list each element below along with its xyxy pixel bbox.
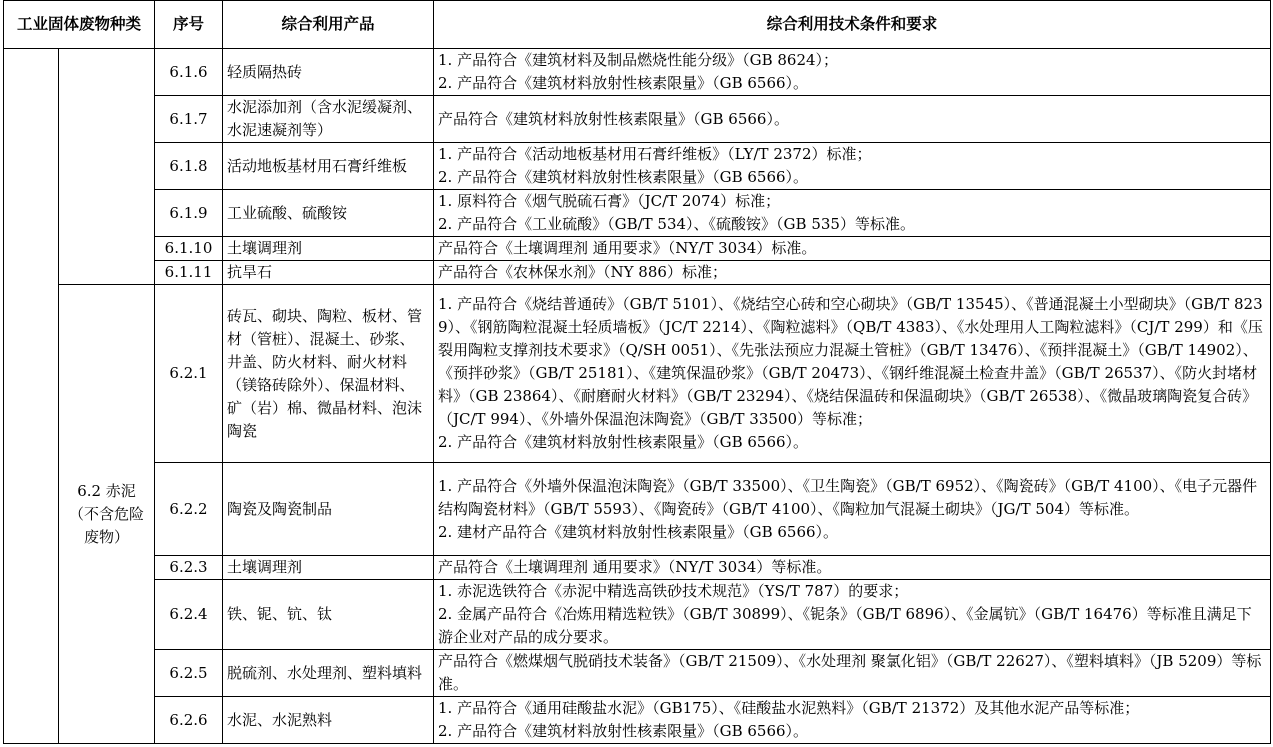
- requirements-cell: [434, 261, 1271, 285]
- requirement-line: 2. 产品符合《建筑材料放射性核素限量》（GB 6566）。: [438, 722, 809, 740]
- serial-number: 6.2.2: [155, 463, 223, 556]
- requirements-cell: [434, 49, 1271, 96]
- table-header-row: [4, 1, 1271, 49]
- table-row: [4, 261, 1271, 285]
- product-name: 土壤调理剂: [223, 556, 434, 580]
- requirement-line: 产品符合《土壤调理剂 通用要求》（NY/T 3034）标准。: [438, 239, 817, 257]
- requirements-cell: [434, 190, 1271, 237]
- header-product: 综合利用产品: [223, 1, 434, 49]
- serial-number: 6.1.6: [155, 49, 223, 96]
- requirements-cell: [434, 580, 1271, 650]
- header-waste-type: 工业固体废物种类: [4, 1, 155, 49]
- product-name: 水泥添加剂（含水泥缓凝剂、水泥速凝剂等）: [223, 96, 434, 143]
- serial-number: 6.1.8: [155, 143, 223, 190]
- requirement-line: 2. 金属产品符合《冶炼用精选粒铁》（GB/T 30899）、《铌条》（GB/T 6896）、《金属钪》（GB/T 16476）等标准且满足下游企业对产品的成分要求。: [438, 605, 1252, 646]
- requirement-line: 2. 产品符合《工业硫酸》（GB/T 534）、《硫酸铵》（GB 535）等标准。: [438, 215, 915, 233]
- table-row: [4, 190, 1271, 237]
- requirement-line: 1. 赤泥选铁符合《赤泥中精选高铁砂技术规范》（YS/T 787）的要求；: [438, 582, 909, 600]
- requirement-line: 1. 产品符合《外墙外保温泡沫陶瓷》（GB/T 33500）、《卫生陶瓷》（GB/T 6952）、《陶瓷砖》（GB/T 4100）、《电子元器件结构陶瓷材料》（GB/T 5593）、《陶瓷砖》（GB/T 4100）、《陶粒加气混凝土砌块》（JG/T 504）等标准。: [438, 476, 1258, 518]
- requirement-line: 1. 产品符合《活动地板基材用石膏纤维板》（LY/T 2372）标准；: [438, 145, 872, 163]
- product-name: 陶瓷及陶瓷制品: [223, 463, 434, 556]
- table-row: [4, 143, 1271, 190]
- requirements-cell: [434, 237, 1271, 261]
- requirement-line: 2. 产品符合《建筑材料放射性核素限量》（GB 6566）。: [438, 168, 809, 186]
- requirement-line: 产品符合《土壤调理剂 通用要求》（NY/T 3034）等标准。: [438, 558, 832, 576]
- header-serial-number: 序号: [155, 1, 223, 49]
- product-name: 土壤调理剂: [223, 237, 434, 261]
- table-row: [4, 237, 1271, 261]
- serial-number: 6.2.1: [155, 285, 223, 463]
- table-row: [4, 49, 1271, 96]
- serial-number: 6.1.11: [155, 261, 223, 285]
- requirement-line: 1. 产品符合《通用硅酸盐水泥》（GB175）、《硅酸盐水泥熟料》（GB/T 21372）及其他水泥产品等标准；: [438, 699, 1140, 717]
- requirement-line: 1. 产品符合《烧结普通砖》（GB/T 5101）、《烧结空心砖和空心砌块》（GB/T 13545）、《普通混凝土小型砌块》（GB/T 8239）、《钢筋陶粒混凝土轻质墙板》（JC/T 2214）、《陶粒滤料》（QB/T 4383）、《水处理用人工陶粒滤料》（CJ/T 299）和《压裂用陶粒支撑剂技术要求》（Q/SH 0051）、《先张法预应力混凝土管桩》（GB/T 13476）、《预拌混凝土》（GB/T 14902）、《预拌砂浆》（GB/T 25181）、《建筑保温砂浆》（GB/T 20473）、《钢纤维混凝土检查井盖》（GB/T 26537）、《防火封堵材料》（GB 23864）、《耐磨耐火材料》（GB/T 23294）、《烧结保温砖和保温砌块》（GB/T 26538）、《微晶玻璃陶瓷复合砖》（JC/T 994）、《外墙外保温泡沫陶瓷》（GB/T 33500）等标准；: [438, 295, 1263, 428]
- category-6-1-cell: [59, 49, 155, 285]
- serial-number: 6.1.10: [155, 237, 223, 261]
- table-row: [4, 556, 1271, 580]
- standards-table: [3, 0, 1271, 744]
- product-name: 脱硫剂、水处理剂、塑料填料: [223, 650, 434, 697]
- requirements-cell: [434, 285, 1271, 463]
- requirements-cell: [434, 556, 1271, 580]
- requirement-line: 2. 建材产品符合《建筑材料放射性核素限量》（GB 6566）。: [438, 522, 839, 541]
- requirements-cell: [434, 143, 1271, 190]
- serial-number: 6.1.7: [155, 96, 223, 143]
- table-row: [4, 285, 1271, 463]
- requirements-cell: [434, 463, 1271, 556]
- product-name: 工业硫酸、硫酸铵: [223, 190, 434, 237]
- table-row: [4, 463, 1271, 556]
- requirement-line: 1. 产品符合《建筑材料及制品燃烧性能分级》（GB 8624）；: [438, 51, 839, 69]
- requirement-line: 2. 产品符合《建筑材料放射性核素限量》（GB 6566）。: [438, 74, 809, 92]
- requirement-line: 产品符合《燃煤烟气脱硝技术装备》（GB/T 21509）、《水处理剂 聚氯化铝》（GB/T 22627）、《塑料填料》（JB 5209）等标准。: [438, 652, 1262, 693]
- serial-number: 6.2.6: [155, 697, 223, 744]
- requirement-line: 产品符合《建筑材料放射性核素限量》（GB 6566）。: [438, 109, 789, 128]
- requirements-cell: [434, 697, 1271, 744]
- requirement-line: 1. 原料符合《烟气脱硫石膏》（JC/T 2074）标准；: [438, 192, 781, 210]
- product-name: 铁、铌、钪、钛: [223, 580, 434, 650]
- product-name: 轻质隔热砖: [223, 49, 434, 96]
- table-row: [4, 650, 1271, 697]
- category-outer-cell: [4, 49, 59, 744]
- requirements-cell: [434, 96, 1271, 143]
- requirements-cell: [434, 650, 1271, 697]
- header-requirements: 综合利用技术条件和要求: [434, 1, 1271, 49]
- serial-number: 6.2.4: [155, 580, 223, 650]
- serial-number: 6.2.3: [155, 556, 223, 580]
- serial-number: 6.1.9: [155, 190, 223, 237]
- product-name: 抗旱石: [223, 261, 434, 285]
- requirement-line: 2. 产品符合《建筑材料放射性核素限量》（GB 6566）。: [438, 433, 809, 451]
- product-name: 水泥、水泥熟料: [223, 697, 434, 744]
- product-name: 砖瓦、砌块、陶粒、板材、管材（管桩）、混凝土、砂浆、井盖、防火材料、耐火材料（镁铬砖除外）、保温材料、矿（岩）棉、微晶材料、泡沫陶瓷: [223, 285, 434, 463]
- serial-number: 6.2.5: [155, 650, 223, 697]
- product-name: 活动地板基材用石膏纤维板: [223, 143, 434, 190]
- table-row: [4, 697, 1271, 744]
- table-row: [4, 580, 1271, 650]
- table-row: [4, 96, 1271, 143]
- category-6-2-cell: 6.2 赤泥（不含危险废物）: [59, 285, 155, 744]
- requirement-line: 产品符合《农林保水剂》（NY 886）标准；: [438, 263, 727, 281]
